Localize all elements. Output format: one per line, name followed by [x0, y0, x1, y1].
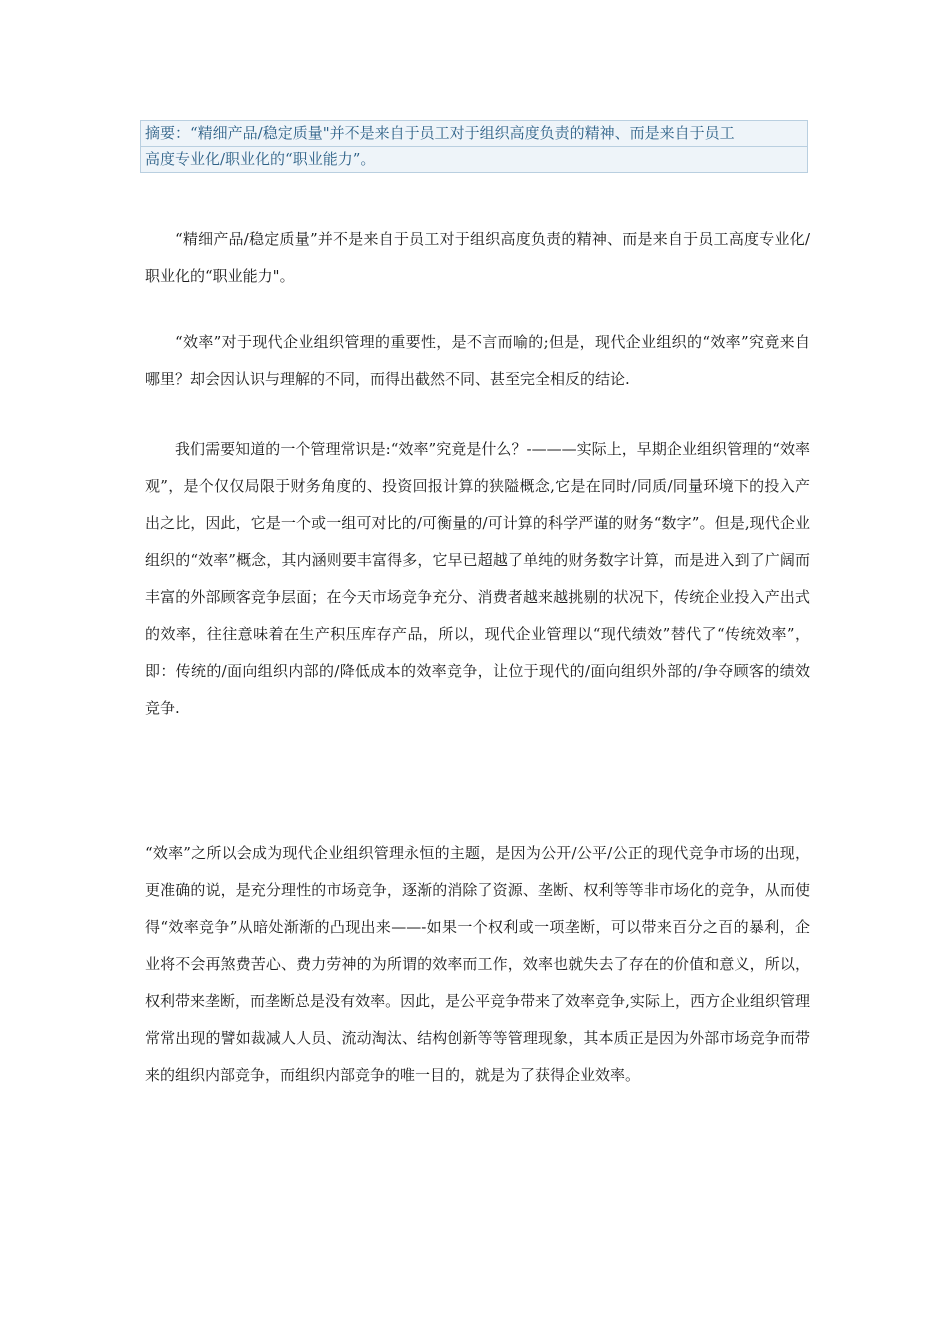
paragraph-1: “精细产品/稳定质量”并不是来自于员工对于组织高度负责的精神、而是来自于员工高度专业化/职业化的“职业能力"。	[145, 230, 810, 285]
abstract-line-2: 高度专业化/职业化的“职业能力”。	[140, 147, 808, 173]
abstract-box	[140, 120, 808, 173]
paragraph-3: 我们需要知道的一个管理常识是:“效率”究竟是什么？-———实际上，早期企业组织管理的“效率观”，是个仅仅局限于财务角度的、投资回报计算的狭隘概念,它是在同时/同质/同量环境下的投入产出之比，因此，它是一个或一组可对比的/可衡量的/可计算的科学严谨的财务“数字”。但是,现代企业组织的“效率”概念，其内涵则要丰富得多，它早已超越了单纯的财务数字计算，而是进入到了广阔而丰富的外部顾客竞争层面；在今天市场竞争充分、消费者越来越挑剔的状况下，传统企业投入产出式的效率，往往意味着在生产积压库存产品，所以，现代企业管理以“现代绩效”替代了“传统效率”，即：传统的/面向组织内部的/降低成本的效率竞争，让位于现代的/面向组织外部的/争夺顾客的绩效竞争.	[145, 440, 810, 717]
paragraph-2: “效率”对于现代企业组织管理的重要性，是不言而喻的;但是，现代企业组织的“效率”究竟来自哪里？却会因认识与理解的不同，而得出截然不同、甚至完全相反的结论.	[145, 333, 810, 388]
abstract-line-1: 摘要：“精细产品/稳定质量"并不是来自于员工对于组织高度负责的精神、而是来自于员工	[140, 120, 808, 147]
paragraph-4: “效率”之所以会成为现代企业组织管理永恒的主题，是因为公开/公平/公正的现代竞争市场的出现，更准确的说，是充分理性的市场竞争，逐渐的消除了资源、垄断、权利等等非市场化的竞争，从而使得“效率竞争”从暗处渐渐的凸现出来——-如果一个权利或一项垄断，可以带来百分之百的暴利，企业将不会再煞费苦心、费力劳神的为所谓的效率而工作，效率也就失去了存在的价值和意义，所以，权利带来垄断，而垄断总是没有效率。因此，是公平竞争带来了效率竞争,实际上，西方企业组织管理常常出现的譬如裁减人人员、流动淘汰、结构创新等等管理现象，其本质正是因为外部市场竞争而带来的组织内部竞争，而组织内部竞争的唯一目的，就是为了获得企业效率。	[145, 844, 810, 1084]
